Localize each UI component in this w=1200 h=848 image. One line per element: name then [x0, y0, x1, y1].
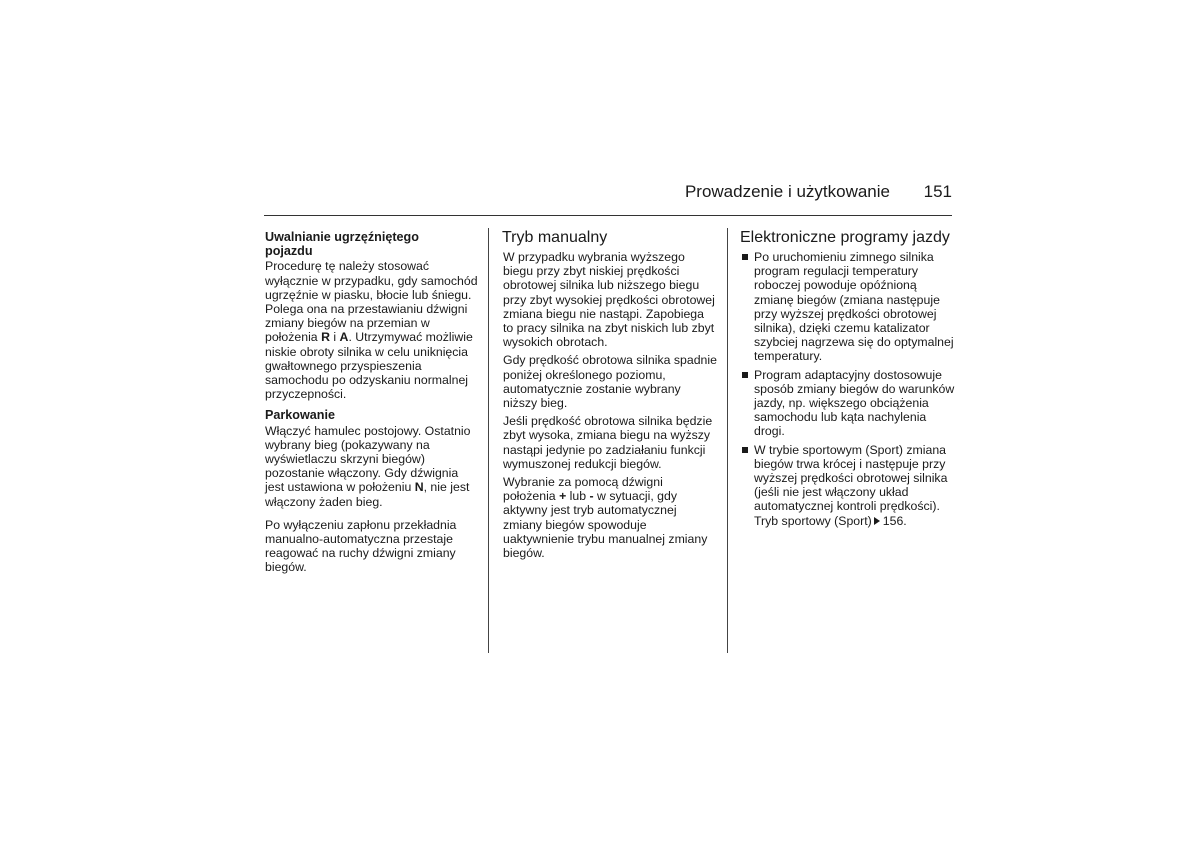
column-3	[741, 228, 955, 532]
paragraph-text: Wybranie za pomocą dźwigni położenia	[503, 475, 663, 504]
paragraph-parking	[265, 424, 479, 509]
paragraph-text-end: w sytuacji, gdy aktywny jest tryb automatycznej zmiany biegów spowoduje uaktywnienie trybu manualnej zmiany biegów.	[503, 489, 708, 561]
section-heading-parking: Parkowanie	[265, 408, 335, 423]
gear-position-r: R	[321, 330, 330, 345]
page-reference-link[interactable]: 156	[882, 513, 904, 528]
page-number: 151	[923, 182, 952, 201]
list-item	[741, 368, 955, 439]
header-title: Prowadzenie i użytkowanie	[684, 182, 890, 201]
heading-line-1: Uwalnianie ugrzęźniętego	[265, 230, 419, 244]
heading-line-2: pojazdu	[265, 244, 313, 259]
page-header	[264, 180, 952, 216]
list-item-text: W trybie sportowym (Sport) zmiana biegów trwa krócej i następuje przy wyższej prędkości obrotowej silnika (jeśli nie jest włączony układ automatycznej kontroli prędkości). Tryb sportowy (Sport)	[754, 442, 948, 528]
page-reference-arrow-icon	[874, 517, 880, 525]
conjunction-text: lub	[566, 489, 590, 504]
gear-position-n: N	[414, 480, 424, 495]
section-title-manual-mode: Tryb manualny	[502, 229, 608, 246]
square-bullet-icon	[742, 372, 748, 378]
lever-position-plus: +	[559, 489, 567, 504]
list-item-text: Program adaptacyjny dostosowuje sposób zmiany biegów do warunków jazdy, np. większego obciążenia samochodu lub kąta nachylenia drogi.	[754, 367, 955, 439]
column-divider-2	[727, 228, 728, 653]
paragraph-text: Procedurę tę należy stosować wyłącznie w przypadku, gdy samochód ugrzęźnie w piasku, błocie lub śniegu. Polega ona na przestawianiu dźwigni zmiany biegów na przemian w położenia	[265, 259, 478, 345]
column-2	[503, 228, 717, 564]
lever-position-minus: -	[589, 489, 594, 504]
square-bullet-icon	[742, 447, 748, 453]
section-title-driving-programs: Elektroniczne programy jazdy	[740, 229, 950, 246]
paragraph-manual-3: Jeśli prędkość obrotowa silnika będzie zbyt wysoka, zmiana biegu na wyższy nastąpi jedynie po zadziałaniu funkcji wymuszonej redukcji biegów.	[503, 414, 713, 471]
column-1	[265, 228, 479, 579]
column-divider-1	[488, 228, 489, 653]
paragraph-manual-4	[503, 475, 717, 560]
paragraph-text: Włączyć hamulec postojowy. Ostatnio wybrany bieg (pokazywany na wyświetlaczu skrzyni biegów) pozostanie włączony. Gdy dźwignia jest ustawiona w położeniu	[265, 423, 471, 495]
driving-programs-list	[741, 250, 955, 528]
paragraph-manual-1: W przypadku wybrania wyższego biegu przy zbyt niskiej prędkości obrotowej silnika lub niższego biegu przy zbyt wysokiej prędkości obrotowej zmiana biegu nie nastąpi. Zapobiega to pracy silnika na zbyt niskich lub zbyt wysokich obrotach.	[503, 250, 715, 350]
header-divider	[264, 215, 952, 216]
list-item-text: Po uruchomieniu zimnego silnika program regulacji temperatury roboczej powoduje opóźnioną zmianę biegów (zmiana następuje przy wyższej prędkości obrotowej silnika), dzięki czemu katalizator szybciej nagrzewa się do optymalnej temperatury.	[754, 250, 954, 364]
paragraph-ignition-off: Po wyłączeniu zapłonu przekładnia manualno-automatyczna przestaje reagować na ruchy dźwigni zmiany biegów.	[265, 517, 457, 575]
paragraph-text-end: . Utrzymywać możliwie niskie obroty silnika w celu uniknięcia gwałtownego przyspieszenia samochodu po odzyskaniu normalnej przyczepności.	[265, 330, 473, 402]
section-heading-unsticking	[265, 230, 479, 258]
paragraph-text-end: , nie jest włączony żaden bieg.	[265, 480, 470, 509]
gear-position-a: A	[339, 330, 349, 345]
square-bullet-icon	[742, 254, 748, 260]
paragraph-unsticking	[265, 259, 479, 401]
paragraph-manual-2: Gdy prędkość obrotowa silnika spadnie poniżej określonego poziomu, automatycznie zostanie wybrany niższy bieg.	[503, 353, 717, 411]
conjunction-text: i	[329, 330, 340, 345]
list-item	[741, 443, 955, 528]
reference-suffix: .	[903, 513, 907, 528]
list-item	[741, 250, 955, 364]
